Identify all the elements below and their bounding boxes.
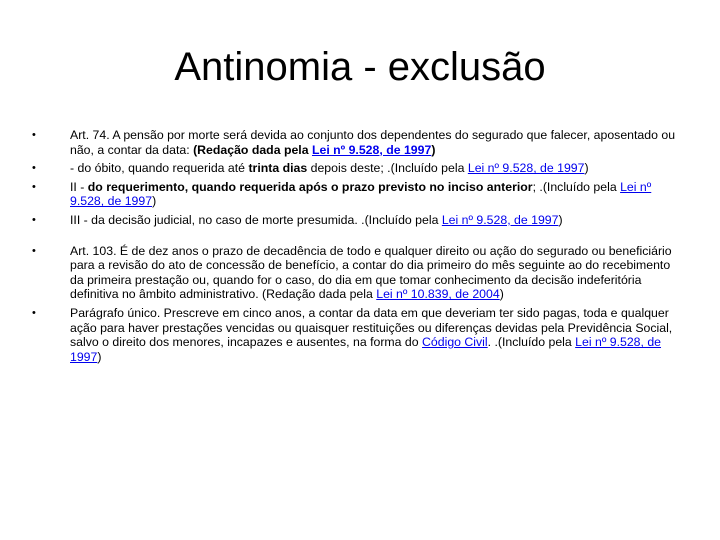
inciso-i-bold: trinta dias [248,161,308,176]
inciso-i-text-2: depois deste; .(Incluído pela [307,161,468,176]
art-103-text: Art. 103. É de dez anos o prazo de decadência de todo e qualquer direito ou ação do segurado ou beneficiário para a revisão do ato de concessão de benefício, a contar do dia primeiro do mês seguinte ao do recebimento da primeira prestação ou, quando for o caso, do dia em que tomar conhecimento da decisão indeferitória definitiva no âmbito administrativo. (Redação dada pela [70,243,672,302]
bullet-marker: • [32,129,36,141]
inciso-iii-text: III - da decisão judicial, no caso de morte presumida. .(Incluído pela [70,212,442,227]
bullet-marker: • [32,213,36,226]
paragrafo-unico-text: Parágrafo único. Prescreve em cinco anos, a contar da data em que deveriam ter sido pagas, toda e qualquer ação para haver prestações vencidas ou quaisquer restituições ou diferenças devidas pela Previdência Social, salvo o direito dos menores, incapazes e ausentes, na forma do [70,305,673,350]
inciso-ii-bold: do requerimento, quando requerida após o prazo previsto no inciso anterior [87,179,533,194]
bullet-inciso-ii [32,180,682,209]
slide-title: Antinomia - exclusão [174,45,546,89]
inciso-i-text: - do óbito, quando requerida até [70,161,249,176]
inciso-i-law-link[interactable]: Lei nº 9.528, de 1997 [467,161,585,176]
bullet-art-74 [32,128,682,157]
art-74-redacao-label: (Redação dada pela [193,142,312,157]
inciso-iii-law-link[interactable]: Lei nº 9.528, de 1997 [441,212,559,227]
bullet-marker: • [32,306,36,319]
art-74-law-link[interactable]: Lei nº 9.528, de 1997 [311,142,432,157]
paragrafo-unico-text-2: . .(Incluído pela [487,335,576,350]
bullet-paragrafo-unico [32,306,682,364]
bullet-list [32,128,682,368]
paragrafo-unico-closing: ) [97,349,102,364]
bullet-inciso-iii [32,213,682,228]
bullet-inciso-i [32,161,682,176]
inciso-ii-text: II - [70,179,88,194]
art-103-closing: ) [499,287,504,302]
art-103-law-link[interactable]: Lei nº 10.839, de 2004 [376,287,500,302]
bullet-art-103 [32,244,682,302]
inciso-ii-text-2: ; .(Incluído pela [532,179,621,194]
art-74-text: Art. 74. A pensão por morte será devida ao conjunto dos dependentes do segurado que falecer, aposentado ou não, a contar da data: [70,128,676,157]
inciso-ii-law-link[interactable]: Lei nº 9.528, de 1997 [70,179,652,209]
bullet-marker: • [32,162,36,175]
inciso-ii-closing: ) [152,194,157,209]
paragrafo-unico-law-link[interactable]: Lei nº 9.528, de 1997 [70,335,662,364]
bullet-marker: • [32,244,36,257]
bullet-marker: • [32,180,36,193]
inciso-i-closing: ) [584,161,589,176]
codigo-civil-link[interactable]: Código Civil [422,335,488,350]
art-74-closing-paren: ) [431,142,436,157]
inciso-iii-closing: ) [558,212,563,227]
